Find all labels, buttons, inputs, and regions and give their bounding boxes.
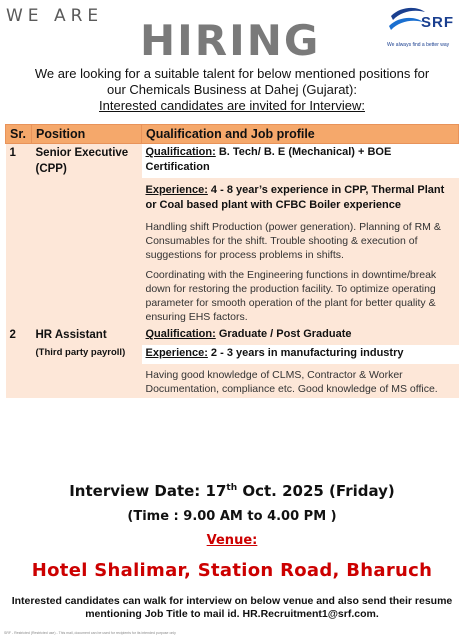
footer-note: SRF - Restricted (Restricted use) - This mail, document can be used for recipients for its intended purpose only [4, 631, 176, 635]
experience-value: 4 - 8 year’s experience in CPP, Thermal Plant or Coal based plant with CFBC Boiler experience [145, 184, 445, 211]
table-header-row [6, 125, 459, 144]
row-position [32, 326, 142, 398]
interview-date-label: Interview Date: 17 [69, 482, 227, 500]
experience-line [142, 180, 459, 216]
qualification-value: Graduate / Post Graduate [215, 328, 352, 340]
qualification-label: Qualification: [145, 328, 216, 340]
position-subtitle: (Third party payroll) [35, 347, 126, 358]
poster-header [0, 0, 464, 66]
experience-label: Experience: [145, 347, 208, 359]
we-are-text: WE ARE [6, 6, 104, 26]
header-position: Position [32, 125, 142, 144]
interview-date-rest: Oct. 2025 (Friday) [237, 482, 395, 500]
experience-label: Experience: [145, 184, 208, 196]
job-description-2: Coordinating with the Engineering functions in downtime/break down for restoring the production facility. To optimize operating parameter for smooth operation of the plant for better quality & ensuring EHS factors. [142, 266, 459, 326]
row-qualification [142, 326, 459, 398]
job-description-1: Having good knowledge of CLMS, Contractor & Worker Documentation, compliance etc. Good knowledge of MS office. [142, 366, 459, 398]
experience-line [142, 345, 459, 364]
venue-address: Hotel Shalimar, Station Road, Bharuch [31, 560, 433, 581]
interview-date [0, 482, 464, 500]
qualification-value: B. Tech/ B. E (Mechanical) + BOE Certification [145, 146, 392, 173]
row-qualification [142, 144, 459, 327]
intro-line-3: Interested candidates are invited for Interview: [99, 98, 365, 113]
interview-date-sup: th [226, 483, 238, 493]
experience-value: 2 - 3 years in manufacturing industry [207, 347, 404, 359]
closing-instructions: Interested candidates can walk for interview on below venue and also send their resume mentioning Job Title to mail id. HR.Recruitment1@srf.com. [11, 595, 453, 620]
position-subtitle: (CPP) [35, 163, 67, 175]
qualification-label: Qualification: [145, 146, 216, 158]
intro-line-1: We are looking for a suitable talent for below mentioned positions for [34, 66, 430, 81]
table-row [6, 144, 459, 327]
srf-logo [385, 6, 457, 58]
header-qualification: Qualification and Job profile [142, 125, 459, 144]
intro-text [0, 66, 464, 114]
logo-word: SRF [421, 14, 454, 31]
table-row [6, 326, 459, 398]
hiring-title: HIRING [140, 16, 321, 65]
logo-tagline: We always find a better way [387, 42, 450, 48]
venue-label: Venue: [206, 533, 258, 548]
qualification-line [142, 326, 459, 345]
interview-time: (Time : 9.00 AM to 4.00 PM ) [127, 509, 337, 524]
positions-table [5, 124, 459, 398]
position-title: HR Assistant [35, 329, 107, 341]
row-sr: 1 [6, 144, 32, 327]
row-sr: 2 [6, 326, 32, 398]
header-sr: Sr. [6, 125, 32, 144]
position-title: Senior Executive [35, 147, 129, 159]
row-position [32, 144, 142, 327]
qualification-line [142, 144, 459, 178]
intro-line-2: our Chemicals Business at Dahej (Gujarat): [107, 82, 357, 97]
job-description-1: Handling shift Production (power generation). Planning of RM & Consumables for the shift. Trouble shooting & execution of suggestions for process problems in shifts. [142, 218, 459, 264]
